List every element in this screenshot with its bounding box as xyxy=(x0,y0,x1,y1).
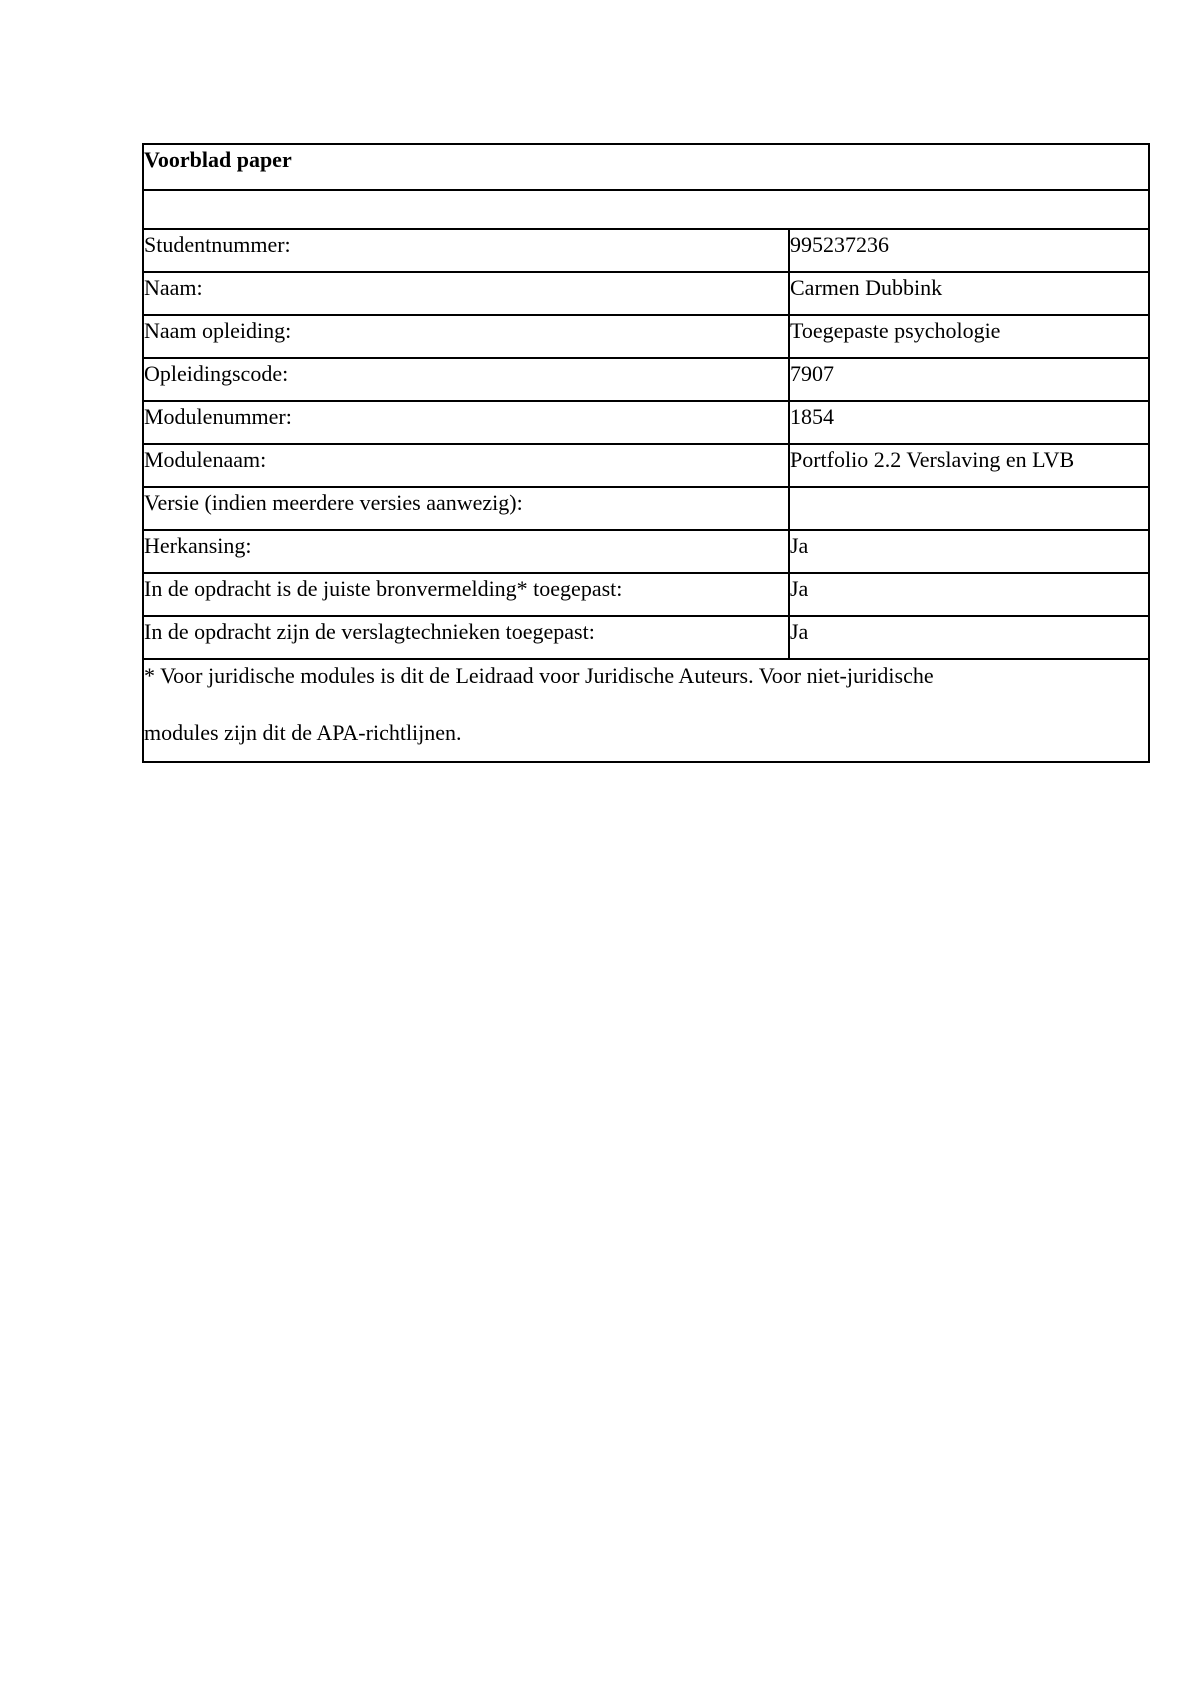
footnote-row xyxy=(143,659,1149,762)
footnote-cell xyxy=(143,659,1149,762)
row-label: Studentnummer: xyxy=(143,229,789,272)
row-value xyxy=(789,487,1149,530)
row-value: Carmen Dubbink xyxy=(789,272,1149,315)
table-row-program-code xyxy=(143,358,1149,401)
row-value: 7907 xyxy=(789,358,1149,401)
row-label: Naam: xyxy=(143,272,789,315)
row-value: 995237236 xyxy=(789,229,1149,272)
row-label: Naam opleiding: xyxy=(143,315,789,358)
row-label: Opleidingscode: xyxy=(143,358,789,401)
row-label: Modulenaam: xyxy=(143,444,789,487)
row-value: Toegepaste psychologie xyxy=(789,315,1149,358)
row-label: Modulenummer: xyxy=(143,401,789,444)
empty-cell xyxy=(143,190,1149,229)
row-label: Herkansing: xyxy=(143,530,789,573)
table-row-citation xyxy=(143,573,1149,616)
table-row-program-name xyxy=(143,315,1149,358)
empty-row xyxy=(143,190,1149,229)
cover-sheet-table xyxy=(142,143,1150,763)
footnote-line: modules zijn dit de APA-richtlijnen. xyxy=(144,720,462,745)
row-value: Ja xyxy=(789,616,1149,659)
row-label: In de opdracht zijn de verslagtechnieken toegepast: xyxy=(143,616,789,659)
table-row-resit xyxy=(143,530,1149,573)
table-row-name xyxy=(143,272,1149,315)
table-row-version xyxy=(143,487,1149,530)
title-row xyxy=(143,144,1149,190)
row-value: Ja xyxy=(789,530,1149,573)
row-value: 1854 xyxy=(789,401,1149,444)
table-row-student-number xyxy=(143,229,1149,272)
table-row-module-name xyxy=(143,444,1149,487)
row-value: Ja xyxy=(789,573,1149,616)
table-row-report-techniques xyxy=(143,616,1149,659)
footnote-line: * Voor juridische modules is dit de Leidraad voor Juridische Auteurs. Voor niet-juridische xyxy=(144,663,934,688)
row-label: In de opdracht is de juiste bronvermelding* toegepast: xyxy=(143,573,789,616)
row-value: Portfolio 2.2 Verslaving en LVB xyxy=(789,444,1149,487)
cover-title: Voorblad paper xyxy=(143,144,1149,190)
table-row-module-number xyxy=(143,401,1149,444)
row-label: Versie (indien meerdere versies aanwezig): xyxy=(143,487,789,530)
